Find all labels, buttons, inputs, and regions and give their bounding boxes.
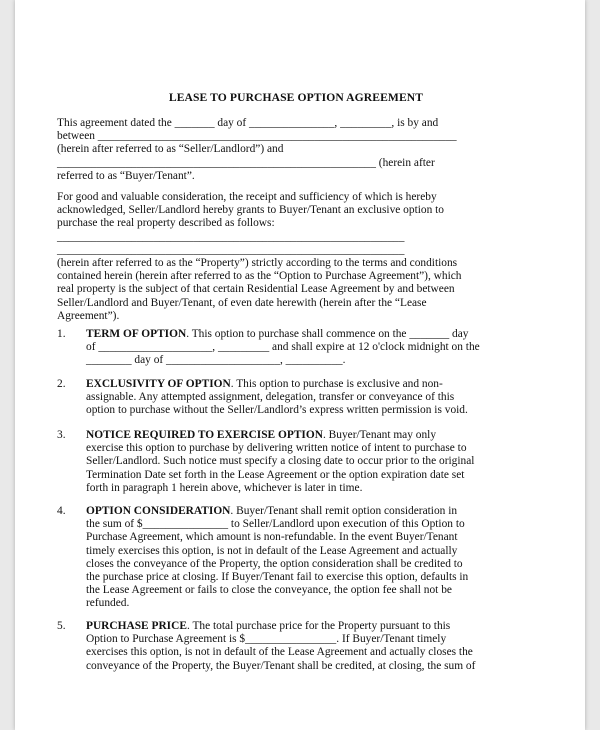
consideration-line: contained herein (herein after referred to as the “Option to Purchase Agreement”), which: [57, 270, 462, 283]
section-text: . This option to purchase is exclusive and non-: [230, 378, 443, 390]
section-line: conveyance of the Property, the Buyer/Tenant shall be credited, at closing, the sum of: [86, 659, 476, 672]
property-blank-line: _____________________________________________________________: [57, 230, 405, 243]
section-heading: TERM OF OPTION: [86, 328, 187, 340]
consideration-line: real property is the subject of that certain Residential Lease Agreement by and between: [57, 283, 455, 296]
section-number: 5.: [57, 620, 66, 632]
property-blank-line: _____________________________________________________________: [57, 243, 405, 256]
section-text: . Buyer/Tenant shall remit option consideration in: [230, 505, 458, 517]
section-number: 1.: [57, 328, 66, 340]
document-title: LEASE TO PURCHASE OPTION AGREEMENT: [168, 91, 424, 104]
intro-line: between _______________________________________________________________: [57, 130, 457, 143]
consideration-line: (herein after referred to as the “Property”) strictly according to the terms and conditions: [57, 256, 458, 269]
intro-paragraph: [57, 117, 535, 183]
section-line: the purchase price at closing. If Buyer/Tenant fail to exercise this option, defaults in: [86, 570, 469, 583]
section-heading: EXCLUSIVITY OF OPTION: [86, 378, 231, 390]
section-line: Seller/Landlord. Such notice must specify a closing date to occur prior to the original: [86, 455, 475, 468]
section-line: closes the conveyance of the Property, the option consideration shall be credited to: [86, 557, 463, 570]
intro-line: This agreement dated the _______ day of _______________, _________, is by and: [57, 117, 439, 129]
section-line: assignable. Any attempted assignment, delegation, transfer or conveyance of this: [86, 391, 455, 404]
consideration-paragraph: [57, 191, 535, 323]
section-line: Option to Purchase Agreement is $________________. If Buyer/Tenant timely: [86, 633, 447, 646]
section-number: 4.: [57, 505, 66, 517]
section-line: the Lease Agreement or fails to close the conveyance, the option fee shall not be: [86, 584, 452, 597]
section-line: exercise this option to purchase by delivering written notice of intent to purchase to: [86, 442, 467, 455]
consideration-line: purchase the real property described as follows:: [57, 217, 275, 230]
consideration-line: acknowledged, Seller/Landlord hereby grants to Buyer/Tenant an exclusive option to: [57, 204, 445, 217]
section-heading: PURCHASE PRICE: [86, 620, 187, 632]
section-text: . This option to purchase shall commence on the _______ day: [186, 328, 469, 340]
section-line: Termination Date set forth in the Lease Agreement or the option expiration date set: [86, 468, 465, 481]
section-line: the sum of $_______________ to Seller/Landlord upon execution of this Option to: [86, 518, 465, 531]
consideration-line: For good and valuable consideration, the receipt and sufficiency of which is hereby: [57, 191, 437, 203]
intro-line: (herein after referred to as “Seller/Landlord”) and: [57, 143, 284, 156]
section-line: exercises this option, is not in default of the Lease Agreement and actually closes the: [86, 646, 473, 659]
section-text: . The total purchase price for the Property pursuant to this: [186, 620, 451, 632]
section-line: ________ day of ____________________, __________.: [86, 354, 346, 367]
intro-line: ________________________________________________________ (herein after: [57, 156, 435, 169]
intro-line: referred to as “Buyer/Tenant”.: [57, 169, 195, 182]
section-line: refunded.: [86, 597, 130, 610]
section-number: 3.: [57, 429, 66, 441]
section-line: of ____________________, _________ and shall expire at 12 o'clock midnight on the: [86, 341, 480, 354]
section-line: forth in paragraph 1 herein above, whichever is later in time.: [86, 481, 363, 494]
section-line: timely exercises this option, is not in default of the Lease Agreement and actually: [86, 544, 458, 557]
consideration-line: Seller/Landlord and Buyer/Tenant, of even date herewith (herein after the “Lease: [57, 296, 427, 309]
document-page: [15, 0, 585, 730]
section-number: 2.: [57, 378, 66, 390]
section-text: . Buyer/Tenant may only: [322, 429, 437, 441]
section-line: Purchase Agreement, which amount is non-refundable. In the event Buyer/Tenant: [86, 531, 458, 544]
section-heading: NOTICE REQUIRED TO EXERCISE OPTION: [86, 429, 323, 441]
consideration-line: Agreement”).: [57, 309, 120, 322]
section-heading: OPTION CONSIDERATION: [86, 505, 231, 517]
section-line: option to purchase without the Seller/Landlord’s express written permission is void.: [86, 404, 468, 417]
